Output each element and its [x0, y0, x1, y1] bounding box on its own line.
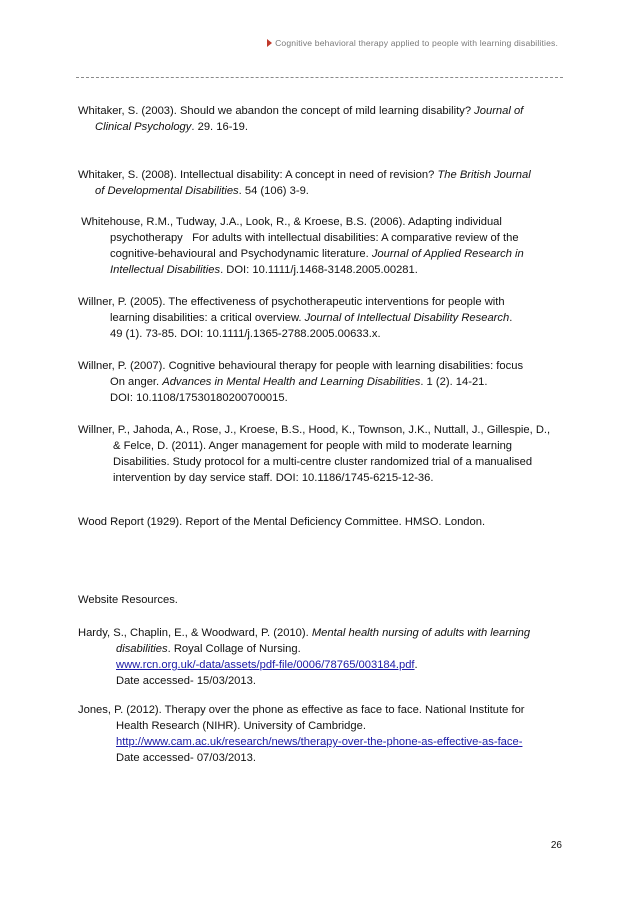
reference-entry: Whitaker, S. (2008). Intellectual disability: A concept in need of revision? The British Journal of Developmental Disabilities. 54 (106) 3-9.	[78, 169, 531, 197]
web-resource-entry: Hardy, S., Chaplin, E., & Woodward, P. (2010). Mental health nursing of adults with learning disabilities. Royal Collage of Nursing. www.rcn.org.uk/-data/assets/pdf-file/0006/78765/003184.pdf. Date accessed- 15/03/2013.	[78, 627, 531, 687]
running-title: Cognitive behavioral therapy applied to people with learning disabilities.	[275, 38, 558, 48]
reference-entry: Whitehouse, R.M., Tudway, J.A., Look, R., & Kroese, B.S. (2006). Adapting individual psychotherapy For adults with intellectual disabilities: A comparative review of the cognitive-behavioural and Psychodynamic literature. Journal of Applied Research in Intellectual Disabilities. DOI: 10.1111/j.1468-3148.2005.00281.	[78, 216, 524, 276]
rcn-pdf-link[interactable]: www.rcn.org.uk/-data/assets/pdf-file/0006/78765/003184.pdf	[116, 659, 415, 671]
reference-entry: Willner, P. (2005). The effectiveness of psychotherapeutic interventions for people with learning disabilities: a critical overview. Journal of Intellectual Disability Research. 49 (1). 73-85. DOI: 10.1111/j.1365-2788.2005.00633.x.	[78, 296, 513, 340]
header-divider	[76, 77, 563, 78]
page-number: 26	[550, 840, 562, 851]
reference-entry: Willner, P., Jahoda, A., Rose, J., Kroese, B.S., Hood, K., Townson, J.K., Nuttall, J., Gillespie, D., & Felce, D. (2011). Anger management for people with mild to moderate learning Disabilities. Study protocol for a multi-centre cluster randomized trial of a manualised intervention by day service staff. DOI: 10.1186/1745-6215-12-36.	[78, 424, 551, 484]
reference-entry: Willner, P. (2007). Cognitive behavioural therapy for people with learning disabilities: focus On anger. Advances in Mental Health and Learning Disabilities. 1 (2). 14-21. DOI: 10.1108/17530180200700015.	[78, 360, 524, 404]
web-resource-entry: Jones, P. (2012). Therapy over the phone as effective as face to face. National Institute for Health Research (NIHR). University of Cambridge. http://www.cam.ac.uk/research/news/therapy-over-the-phone-as-effective-as-face- Date accessed- 07/03/2013.	[78, 704, 525, 764]
triangle-bullet-icon	[267, 39, 272, 47]
reference-entry: Wood Report (1929). Report of the Mental Deficiency Committee. HMSO. London.	[78, 516, 486, 528]
running-header	[0, 38, 558, 48]
section-title: Website Resources.	[78, 594, 178, 606]
reference-entry: Whitaker, S. (2003). Should we abandon the concept of mild learning disability? Journal of Clinical Psychology. 29. 16-19.	[78, 105, 524, 133]
cam-news-link[interactable]: http://www.cam.ac.uk/research/news/therapy-over-the-phone-as-effective-as-face-	[116, 736, 523, 748]
